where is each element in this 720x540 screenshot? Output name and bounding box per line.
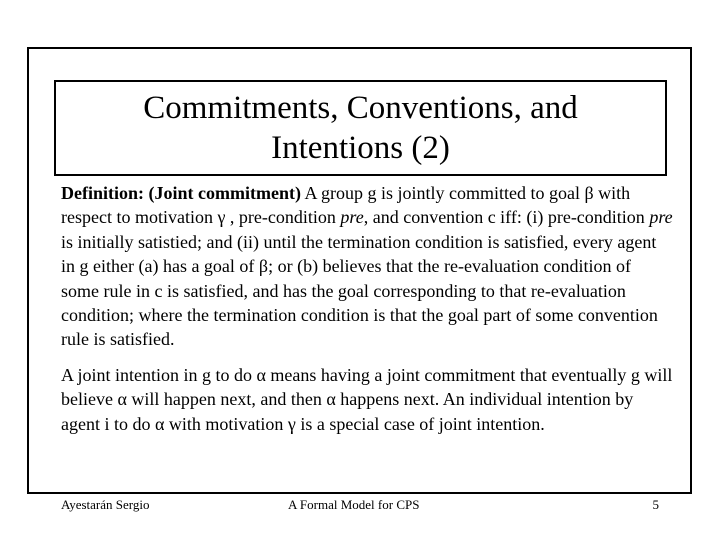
slide-title-line-2: Intentions (2)	[271, 130, 450, 166]
definition-text-3: is initially satistied; and (ii) until the termination condition is satisfied, every agent in g either (a) has a goal of β; or (b) believes that the re-evaluation condition of some rule in c is satisfied, and has the goal corresponding to that re-evaluation condition; where the termination condition is that the goal part of some convention rule is satisfied.	[61, 231, 658, 350]
slide-body	[61, 181, 673, 436]
definition-label: Definition: (Joint commitment)	[61, 183, 301, 203]
title-box	[54, 80, 667, 176]
footer-author: Ayestarán Sergio	[61, 497, 150, 512]
definition-pre-italic-1: pre	[340, 207, 364, 228]
joint-intention-paragraph: A joint intention in g to do α means having a joint commitment that eventually g will believe α will happen next, and then α happens next. An individual intention by agent i to do α with motivation γ is a special case of joint intention.	[61, 364, 673, 434]
definition-paragraph	[61, 181, 673, 352]
footer-title: A Formal Model for CPS	[288, 497, 420, 512]
definition-pre-italic-2: pre	[649, 207, 673, 228]
definition-text-2: , and convention c iff: (i) pre-condition	[363, 207, 650, 228]
footer-page-number: 5	[652, 497, 659, 512]
slide-title-line-1: Commitments, Conventions, and	[143, 90, 578, 126]
definition-text-1: A group g is jointly committed to goal β with respect to motivation γ , pre-condition	[61, 183, 631, 228]
